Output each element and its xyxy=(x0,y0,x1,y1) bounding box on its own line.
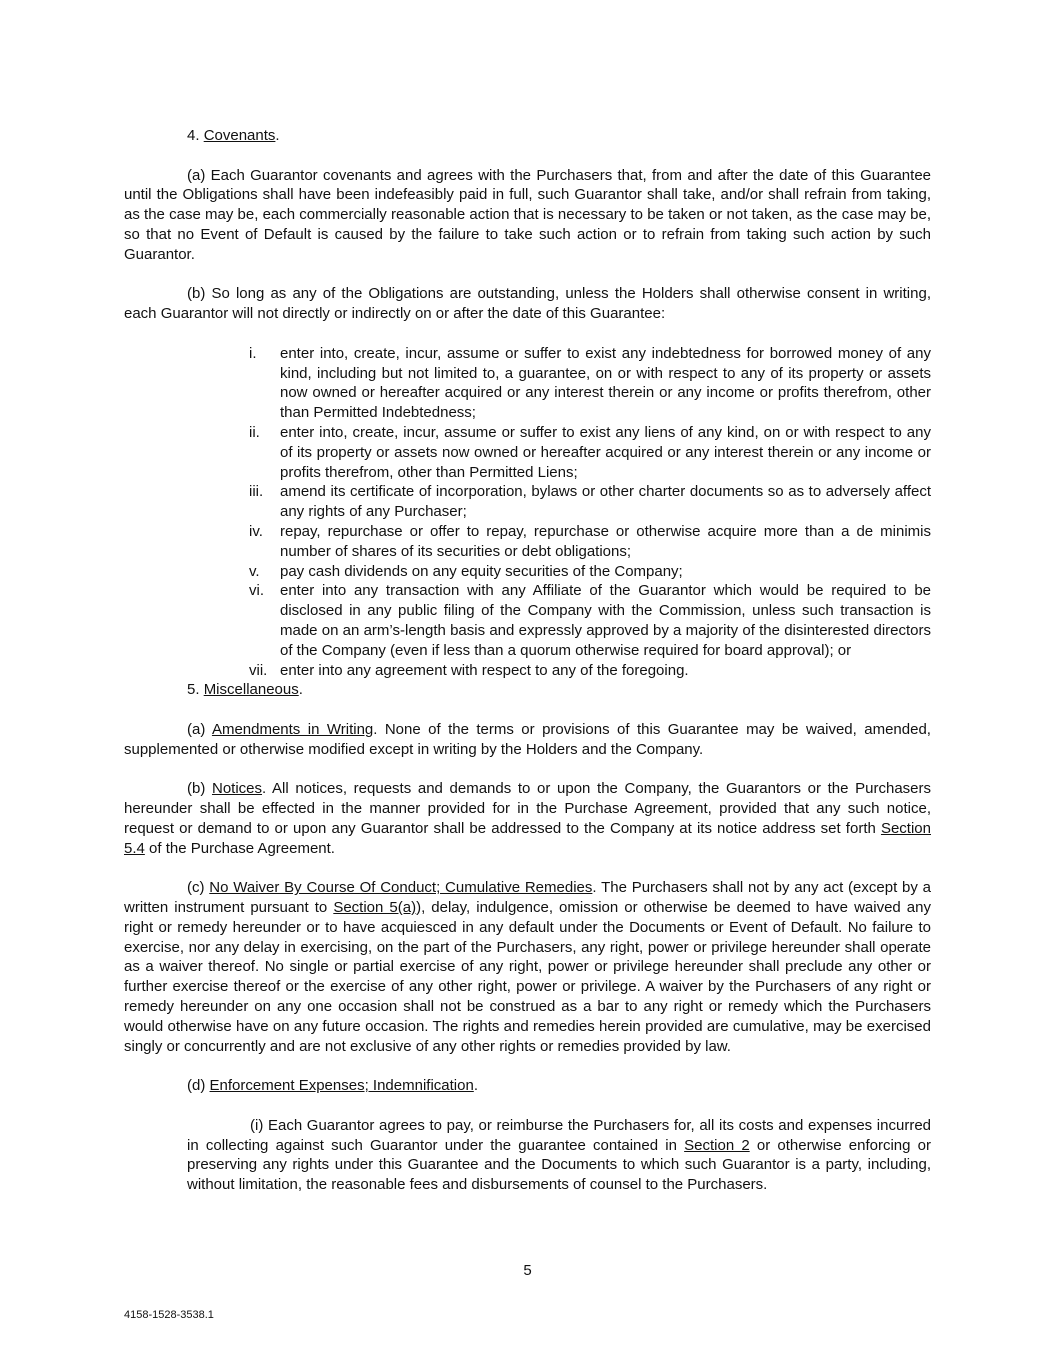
list-item-text: enter into, create, incur, assume or suffer to exist any indebtedness for borrowed money of any kind, including but not limited to, a guarantee, on or with respect to any of its property or assets now owned or hereafter acquired or any interest therein or any income or profits therefrom, other than Permitted Indebtedness; xyxy=(280,344,931,422)
section-title-end: . xyxy=(298,681,303,699)
section-number: 5. xyxy=(187,681,204,699)
paragraph-text-end: or otherwise enforcing or preserving any rights under this Guarantee and the Documents to which such Guarantor is a party, including, without limitation, the reasonable fees and disbursements of counsel to the Purchasers. xyxy=(187,1136,931,1194)
list-item xyxy=(249,581,931,660)
paragraph-heading-end: . xyxy=(473,1077,478,1095)
section-reference: Section 2 xyxy=(684,1136,750,1154)
page-number: 5 xyxy=(523,1262,532,1279)
covenant-list xyxy=(124,344,931,681)
paragraph-text: . The Purchasers shall not by any act (except by a written instrument pursuant to xyxy=(124,879,931,917)
list-item-number: v. xyxy=(249,562,260,580)
section-4a-paragraph: (a) Each Guarantor covenants and agrees with the Purchasers that, from and after the date of this Guarantee until the Obligations shall have been indefeasibly paid in full, such Guarantor shall take, and/or shall refrain from taking, as the case may be, each commercially reasonable action that is necessary to be taken or not taken, as the case may be, so that no Event of Default is caused by the failure to take such action or to refrain from taking such action by such Guarantor. xyxy=(124,166,931,263)
list-item xyxy=(249,344,931,423)
section-4b-paragraph: (b) So long as any of the Obligations are outstanding, unless the Holders shall otherwise consent in writing, each Guarantor will not directly or indirectly on or after the date of this Guarantee: xyxy=(124,285,931,323)
section-5a-paragraph xyxy=(124,720,931,760)
section-title: Covenants xyxy=(203,127,276,144)
list-item-number: vii. xyxy=(249,661,268,679)
list-item xyxy=(249,562,931,582)
list-item-number: i. xyxy=(249,344,257,362)
list-item-text: repay, repurchase or offer to repay, repurchase or otherwise acquire more than a de minimis number of shares of its securities or debt obligations; xyxy=(280,522,931,560)
list-item-text: pay cash dividends on any equity securities of the Company; xyxy=(280,562,683,580)
paragraph-heading: Notices xyxy=(211,780,263,798)
document-id: 4158-1528-3538.1 xyxy=(124,1309,214,1321)
list-item xyxy=(249,482,931,522)
list-item-number: ii. xyxy=(249,423,260,441)
paragraph-text: (i) Each Guarantor agrees to pay, or reimburse the Purchasers for, all its costs and expenses incurred in collecting against such Guarantor under the guarantee contained in xyxy=(187,1116,931,1154)
section-title: Miscellaneous xyxy=(203,681,299,699)
section-5-heading xyxy=(124,680,931,700)
list-item-text: enter into any agreement with respect to any of the foregoing. xyxy=(280,661,689,679)
paragraph-label: (d) xyxy=(187,1077,210,1095)
document-page xyxy=(124,126,931,1195)
section-5d-i-paragraph xyxy=(124,1116,931,1195)
section-5b-paragraph xyxy=(124,779,931,858)
section-5d-heading xyxy=(124,1076,931,1096)
paragraph-text-end: ), delay, indulgence, omission or otherwise be deemed to have waived any right or remedy hereunder or to have acquiesced in any default under the Documents or Event of Default. No failure to exercise, nor any delay in exercising, on the part of the Purchasers, any right, power or privilege hereunder shall operate as a waiver thereof. No single or partial exercise of any right, power or privilege hereunder shall preclude any other or further exercise thereof or the exercise of any other right, power or privilege. A waiver by the Purchasers of any right or remedy hereunder on any one occasion shall not be construed as a bar to any right or remedy which the Purchasers would otherwise have on any future occasion. The rights and remedies herein provided are cumulative, may be exercised singly or concurrently and are not exclusive of any other rights or remedies provided by law. xyxy=(124,899,931,1055)
list-item-text: enter into, create, incur, assume or suffer to exist any liens of any kind, on or with respect to any of its property or assets now owned or hereafter acquired or any interest therein or any income or profits therefrom, other than Permitted Liens; xyxy=(280,423,931,481)
section-title-end: . xyxy=(275,127,280,144)
list-item-number: vi. xyxy=(249,582,264,600)
paragraph-heading: Amendments in Writing xyxy=(211,720,374,738)
section-reference: Section 5(a) xyxy=(333,899,417,917)
section-4-heading xyxy=(124,126,931,146)
paragraph-label: (b) xyxy=(187,780,212,798)
paragraph-heading: No Waiver By Course Of Conduct; Cumulative Remedies xyxy=(209,879,593,897)
section-number: 4. xyxy=(187,127,204,144)
list-item-text: amend its certificate of incorporation, bylaws or other charter documents so as to adversely affect any rights of any Purchaser; xyxy=(280,483,931,521)
paragraph-text: . All notices, requests and demands to or upon the Company, the Guarantors or the Purchasers hereunder shall be effected in the manner provided for in the Purchase Agreement, provided that any such notice, request or demand to or upon any Guarantor shall be addressed to the Company at its notice address set forth xyxy=(124,780,931,837)
section-5c-paragraph xyxy=(124,878,931,1056)
list-item-text: enter into any transaction with any Affiliate of the Guarantor which would be required to be disclosed in any public filing of the Company with the Commission, unless such transaction is made on an arm’s-length basis and expressly approved by a majority of the disinterested directors of the Company (even if less than a quorum otherwise required for board approval); or xyxy=(280,582,931,659)
list-item xyxy=(249,661,931,681)
paragraph-label: (a) xyxy=(187,720,212,738)
paragraph-text-end: of the Purchase Agreement. xyxy=(144,839,335,857)
section-reference: Section 5.4 xyxy=(124,819,931,857)
list-item xyxy=(249,522,931,562)
paragraph-heading: Enforcement Expenses; Indemnification xyxy=(209,1077,474,1095)
paragraph-label: (c) xyxy=(187,879,210,897)
paragraph-text: . None of the terms or provisions of this Guarantee may be waived, amended, supplemented or otherwise modified except in writing by the Holders and the Company. xyxy=(124,720,931,758)
list-item-number: iv. xyxy=(249,522,263,540)
list-item-number: iii. xyxy=(249,483,264,501)
list-item xyxy=(249,423,931,482)
